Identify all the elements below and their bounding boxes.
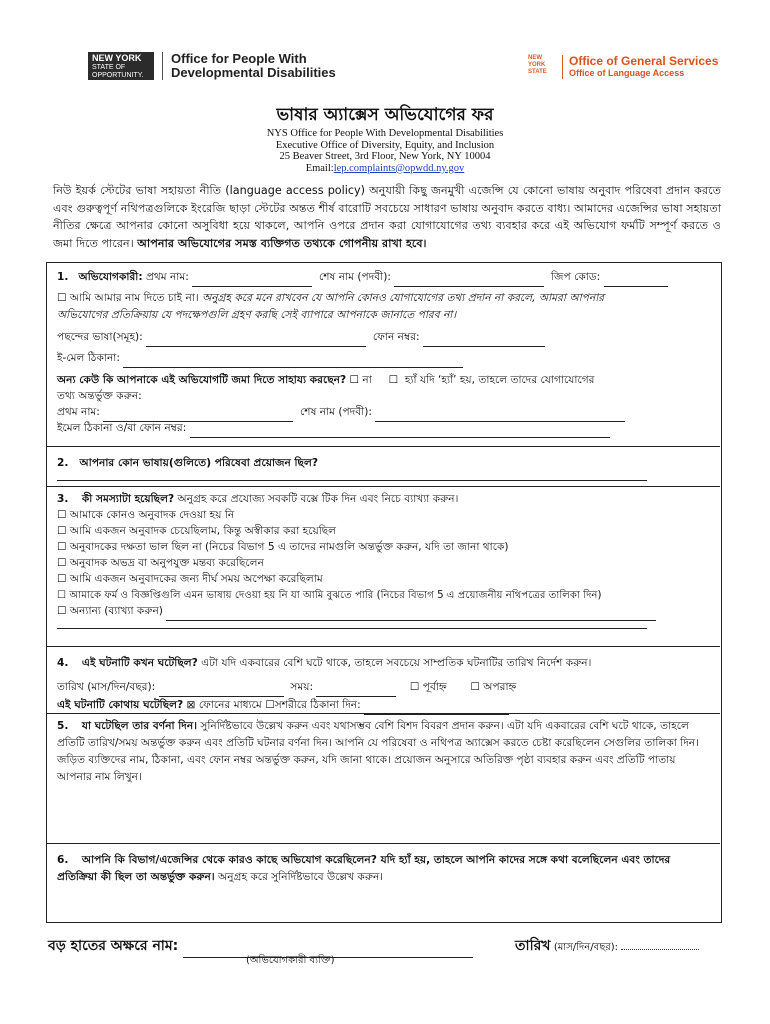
option-4[interactable]: ☐ অনুবাদক অভদ্র বা অনুপযুক্ত মন্তব্য করেছিলেন [57, 557, 264, 569]
helper-question-row: অন্য কেউ কি আপনাকে এই অভিযোগটি জমা দিতে সাহায্য করছেন? ☐ না ☐ হ্যাঁ যদি ‘হ্যাঁ’ হয়, তাহলে তাদের যোগাযোগের [57, 374, 595, 386]
option-1[interactable]: ☐ আমাকে কোনও অনুবাদক দেওয়া হয় নি [57, 509, 235, 521]
checkbox[interactable]: ☐ [57, 590, 67, 601]
anonymous-note: অনুগ্রহ করে মনে রাখবেন যে আপনি কোনও যোগাযোগের তথ্য প্রদান না করলে, আমরা আপনার [202, 292, 605, 304]
option-3[interactable]: ☐ অনুবাদকের দক্ষতা ভাল ছিল না (নিচের বিভাগ 5 এ তাদের নামগুলি অন্তর্ভুক্ত করুন, যদি তা জানা থাকে) [57, 541, 509, 553]
section-3-row: 3. কী সমস্যাটা হয়েছিল? অনুগ্রহ করে প্রযোজ্য সবকটি বক্সে টিক দিন এবং নিচে ব্যাখ্যা করুন। [57, 493, 459, 505]
section-4-row: 4. এই ঘটনাটি কখন ঘটেছিল? এটা যদি একবারের বেশি ঘটে থাকে, তাহলে সবচেয়ে সাম্প্রতিক ঘটনাটির তারিখ নির্দেশ করুন। [57, 657, 592, 669]
divider [46, 486, 720, 487]
checkbox[interactable]: ☐ [57, 605, 67, 617]
opwdd-logo [88, 52, 336, 80]
sign-date-label: তারিখ [515, 938, 551, 954]
ogs-name: Office of General Services Office of Language Access [562, 55, 718, 79]
when-question: এই ঘটনাটি কখন ঘটেছিল? [81, 657, 198, 669]
helper-no-checkbox[interactable]: ☐ [349, 374, 360, 386]
helper-name-row: প্রথম নাম: শেষ নাম (পদবী): [57, 405, 625, 422]
prior-complaint-question: আপনি কি বিভাগ/এজেন্সির থেকে কারও কাছে অভিযোগ করেছিলেন? যদি হ্যাঁ হয়, তাহলে আপনি কাদের সঙ্গে কথা বলেছিলেন এবং তাদের প্রতিক্রিয়া কী ছিল তা অন্তর্ভুক্ত করুন। [57, 854, 671, 883]
where-row: এই ঘটনাটি কোথায় ঘটেছিল? ⊠ ফোনের মাধ্যমে ☐সশরীরে ঠিকানা দিন: [57, 698, 509, 715]
divider [46, 646, 720, 647]
description-area[interactable] [76, 790, 706, 840]
checkbox[interactable]: ☐ [57, 557, 67, 569]
email-address-field[interactable] [123, 357, 463, 368]
anonymous-checkbox[interactable]: ☐ [57, 292, 67, 304]
in-person-checkbox[interactable]: ☐ [265, 699, 275, 711]
section-1-row: 1. অভিযোগকারী: প্রথম নাম: শেষ নাম (পদবী): জিপ কোড: [57, 270, 668, 287]
language-needed-field[interactable] [57, 470, 647, 481]
option-6[interactable]: ☐ আমাকে ফর্ম ও বিজ্ঞপ্তিগুলি এমন ভাষায় দেওয়া হয় নি যা আমি বুঝতে পারি (নিচের বিভাগ 5 এ প্রয়োজনীয় নথিপত্রের তালিকা দিন) [57, 590, 602, 601]
print-name-sub: (অভিযোগকারী ব্যক্তি) [246, 955, 335, 966]
option-5[interactable]: ☐ আমি একজন অনুবাদকের জন্য দীর্ঘ সময় অপেক্ষা করেছিলাম [57, 573, 323, 585]
divider [46, 446, 720, 447]
describe-label: যা ঘটেছিল তার বর্ণনা দিন। [81, 720, 197, 732]
section-5: 5. যা ঘটেছিল তার বর্ণনা দিন। সুনির্দিষ্টভাবে উল্লেখ করুন এবং যথাসম্ভব বেশি বিশদ বিবরণ প্রদান করুন। এটা যদি একবারের বেশি ঘটে থাকে, তাহলে প্রতিটি তারিখ/সময় অন্তর্ভুক্ত করুন এবং প্রতিটি ঘটনার বর্ণনা দিন। আপনি যে পরিষেবা ও নথিপত্র অ্যাক্সেস করতে চেষ্টা করেছিলেন সেগুলির তালিকা দিন। জড়িত ব্যক্তিদের নাম, ঠিকানা, এবং ফোন নম্বর অন্তর্ভুক্ত করুন, যদি জানা থাকে। প্রয়োজন অনুসারে অতিরিক্ত পৃষ্ঠা ব্যবহার করুন এবং প্রতিটি পাতায় আপনার নাম লিখুন। [57, 720, 699, 783]
checkbox[interactable]: ☐ [57, 573, 67, 585]
zip-code-field[interactable] [604, 276, 668, 287]
sign-date-row: তারিখ (মাস/দিন/বছর): [515, 934, 699, 958]
opwdd-name-line2: Developmental Disabilities [171, 65, 336, 80]
helper-question: অন্য কেউ কি আপনাকে এই অভিযোগটি জমা দিতে সাহায্য করছেন? [57, 374, 347, 386]
first-name-field[interactable] [192, 276, 312, 287]
checkbox[interactable]: ☐ [57, 541, 67, 553]
other-explain-field-2[interactable] [57, 618, 647, 629]
email-link[interactable]: lep.complaints@opwdd.ny.gov [333, 162, 465, 174]
print-name-label: বড় হাতের অক্ষরে নাম: [48, 938, 179, 954]
date-time-row: তারিখ (মাস/দিন/বছর): সময়: ☐ পূর্বাহ্ন ☐ অপরাহ্ন [57, 680, 516, 697]
option-2[interactable]: ☐ আমি একজন অনুবাদক চেয়েছিলাম, কিন্তু অস্বীকার করা হয়েছিল [57, 525, 337, 537]
divider [46, 843, 720, 844]
language-row: পছন্দের ভাষা(সমূহ): ফোন নম্বর: [57, 330, 545, 347]
nys-logo-text-1: NEW YORK [92, 53, 142, 63]
preferred-language-field[interactable] [146, 336, 366, 347]
pm-checkbox[interactable]: ☐ [470, 681, 480, 693]
opwdd-name [162, 52, 336, 80]
intro-paragraph: নিউ ইয়র্ক স্টেটের ভাষা সহায়তা নীতি (language access policy) অনুযায়ী কিছু জনমুখী এজেন্সি যে কোনো ভাষায় অনুবাদ পরিষেবা প্রদান করতে এবং গুরুত্বপূর্ণ নথিপত্রগুলিকে ইংরেজি ছাড়া স্টেটের অন্তত শীর্ষ বারোটি সবচেয়ে সাধারণ ভাষায় অনুবাদ করতে বাধ্য। আমাদের এজেন্সির ভাষা সহায়তা নীতির ক্ষেত্রে আপনার কোনো অসুবিধা হয়ে থাকলে, আপনি ওপরে প্রদান করা যোগাযোগের তথ্য ব্যবহার করে এই অভিযোগ ফর্মটি সম্পূর্ণ করতে ও জমা দিতে পারেন। আপনার অভিযোগের সমস্ত ব্যক্তিগত তথ্যকে গোপনীয় রাখা হবে। [53, 184, 721, 250]
option-other[interactable]: ☐ অন্যান্য (ব্যাখ্যা করুন) [57, 604, 656, 621]
address-block: NYS Office for People With Developmental Disabilities Executive Office of Diversity, Equity, and Inclusion 25 Beaver Street, 3rd Floor, New York, NY 10004 Email:lep.complaints@opwdd.ny.gov [266, 128, 504, 174]
anonymous-row: ☐ আমি আমার নাম দিতে চাই না। অনুগ্রহ করে মনে রাখবেন যে আপনি কোনও যোগাযোগের তথ্য প্রদান না করলে, আমরা আপনার [57, 292, 605, 304]
phone-number-field[interactable] [423, 336, 545, 347]
nys-state-logo [88, 52, 154, 80]
checkbox[interactable]: ☐ [57, 525, 67, 537]
incident-time-field[interactable] [316, 686, 396, 697]
email-row: ই-মেল ঠিকানা: [57, 351, 463, 368]
am-checkbox[interactable]: ☐ [409, 681, 420, 693]
helper-info-label: তথ্য অন্তর্ভুক্ত করুন: [57, 390, 142, 402]
by-phone-checkbox[interactable]: ⊠ [186, 699, 196, 711]
checkbox[interactable]: ☐ [57, 509, 67, 521]
nys-logo-text-2: STATE OF [92, 64, 126, 71]
section-2-row: 2. আপনার কোন ভাষায়(গুলিতে) পরিষেবা প্রয়োজন ছিল? [57, 457, 319, 469]
complainant-label: অভিযোগকারী: [78, 271, 143, 283]
language-needed-question: আপনার কোন ভাষায়(গুলিতে) পরিষেবা প্রয়োজন ছিল? [79, 457, 319, 469]
opwdd-name-line1: Office for People With [171, 51, 307, 66]
sign-date-field[interactable] [621, 939, 699, 950]
section-6: 6. আপনি কি বিভাগ/এজেন্সির থেকে কারও কাছে অভিযোগ করেছিলেন? যদি হ্যাঁ হয়, তাহলে আপনি কাদের সঙ্গে কথা বলেছিলেন এবং তাদের প্রতিক্রিয়া কী ছিল তা অন্তর্ভুক্ত করুন। অনুগ্রহ করে সুনির্দিষ্টভাবে উল্লেখ করুন। [57, 854, 671, 883]
form-title: ভাষার অ্যাক্সেস অভিযোগের ফর [276, 105, 494, 125]
problem-question: কী সমস্যাটা হয়েছিল? [81, 493, 175, 505]
helper-contact-row: ইমেল ঠিকানা ও/বা ফোন নম্বর: [57, 421, 610, 438]
incident-date-field[interactable] [159, 686, 284, 697]
nys-state-mark: NEW YORK STATE [528, 55, 547, 75]
divider [46, 713, 720, 714]
helper-contact-field[interactable] [190, 427, 610, 438]
confidential-note: আপনার অভিযোগের সমস্ত ব্যক্তিগত তথ্যকে গোপনীয় রাখা হবে। [137, 236, 427, 250]
helper-yes-checkbox[interactable]: ☐ [388, 374, 399, 386]
nys-logo-text-3: OPPORTUNITY. [92, 72, 144, 79]
ogs-logo [528, 55, 718, 79]
last-name-field[interactable] [394, 276, 544, 287]
where-question: এই ঘটনাটি কোথায় ঘটেছিল? [57, 699, 184, 711]
anonymous-note-2: অভিযোগের প্রতিক্রিয়ায় যে পদক্ষেপগুলি গ্রহণ করছি সেই ব্যাপারে আপনাকে জানাতে পারব না। [57, 309, 457, 321]
